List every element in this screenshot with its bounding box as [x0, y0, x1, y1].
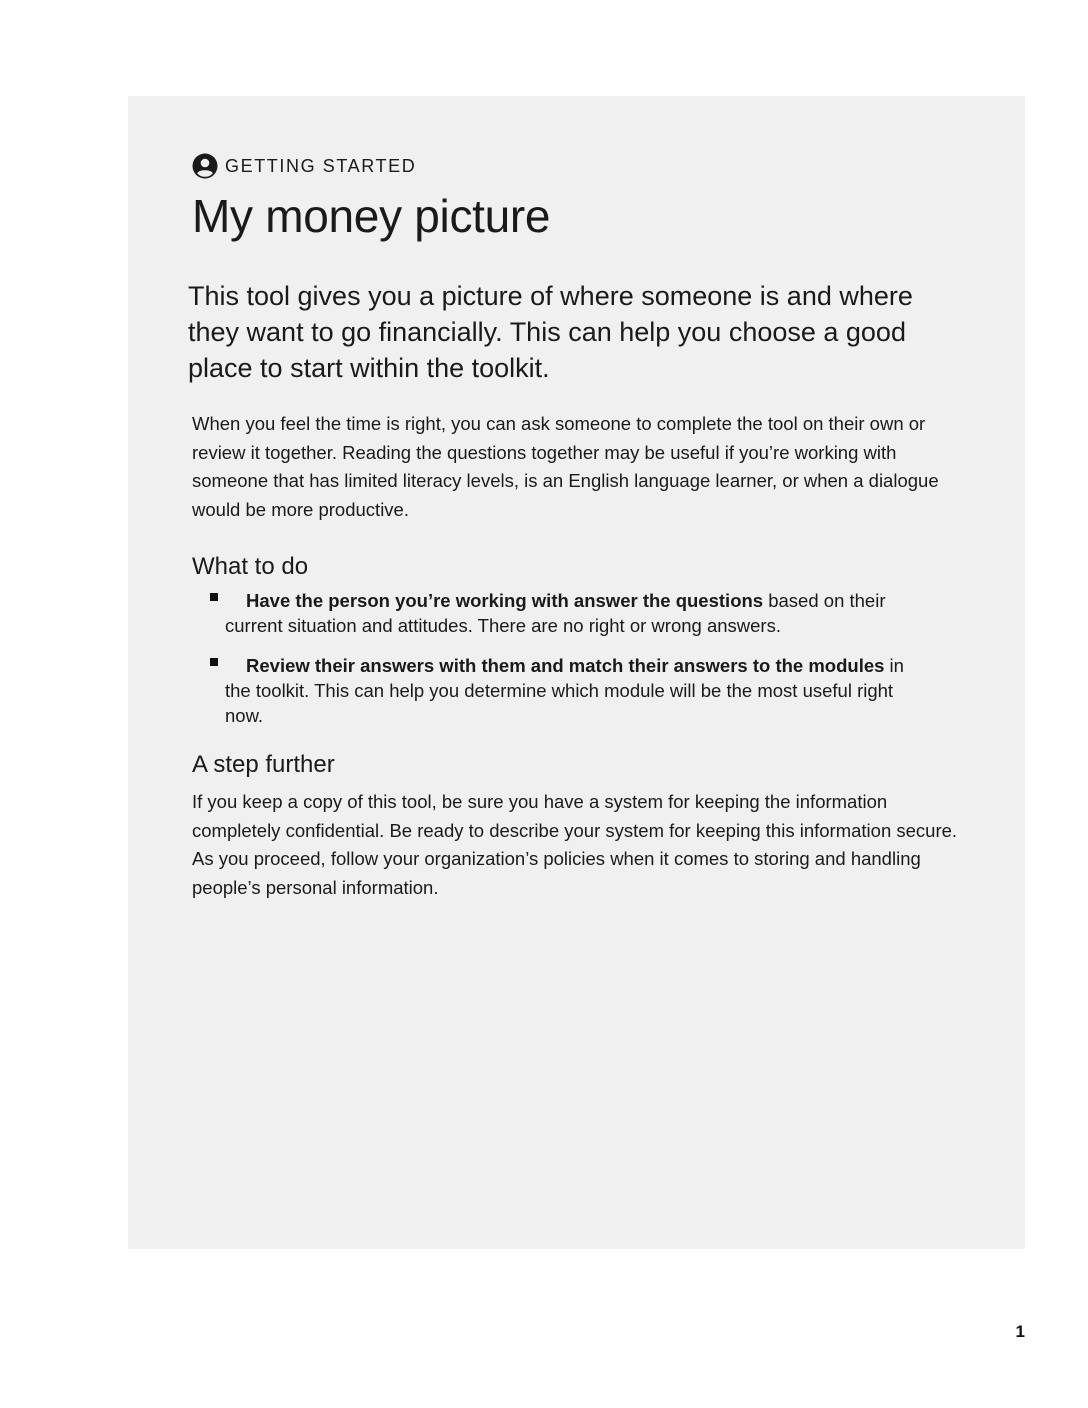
bullet-square-icon — [210, 658, 218, 666]
list-item — [192, 588, 925, 638]
list-item — [192, 653, 925, 728]
lead-paragraph: This tool gives you a picture of where someone is and where they want to go financially. This can help you choose a good place to start within the toolkit. — [188, 281, 913, 383]
section-eyebrow — [192, 152, 962, 180]
list-item-text: based on their current situation and attitudes. There are no right or wrong answers. — [225, 590, 886, 636]
eyebrow-label: GETTING STARTED — [225, 155, 417, 176]
user-circle-icon — [192, 153, 218, 179]
page-content — [188, 152, 962, 902]
what-to-do-list — [192, 588, 962, 728]
list-item-text: in the toolkit. This can help you determine which module will be the most useful right now. — [225, 655, 904, 726]
step-further-paragraph: If you keep a copy of this tool, be sure you have a system for keeping the information completely confidential. Be ready to describe your system for keeping this information secure. As you proceed, follow your organization’s policies when it comes to storing and handling people’s personal information. — [192, 791, 958, 898]
list-item-bold: Review their answers with them and match their answers to the modules — [246, 655, 885, 676]
list-item-bold: Have the person you’re working with answer the questions — [246, 590, 764, 611]
page-number: 1 — [1015, 1322, 1025, 1341]
content-panel — [128, 96, 1025, 1249]
page-title: My money picture — [192, 190, 551, 242]
bullet-square-icon — [210, 593, 218, 601]
intro-paragraph: When you feel the time is right, you can ask someone to complete the tool on their own or review it together. Reading the questions together may be useful if you’re working with someone that has limited literacy levels, is an English language learner, or when a dialogue would be more productive. — [192, 413, 939, 520]
what-to-do-heading: What to do — [192, 553, 309, 580]
step-further-heading: A step further — [192, 751, 335, 778]
